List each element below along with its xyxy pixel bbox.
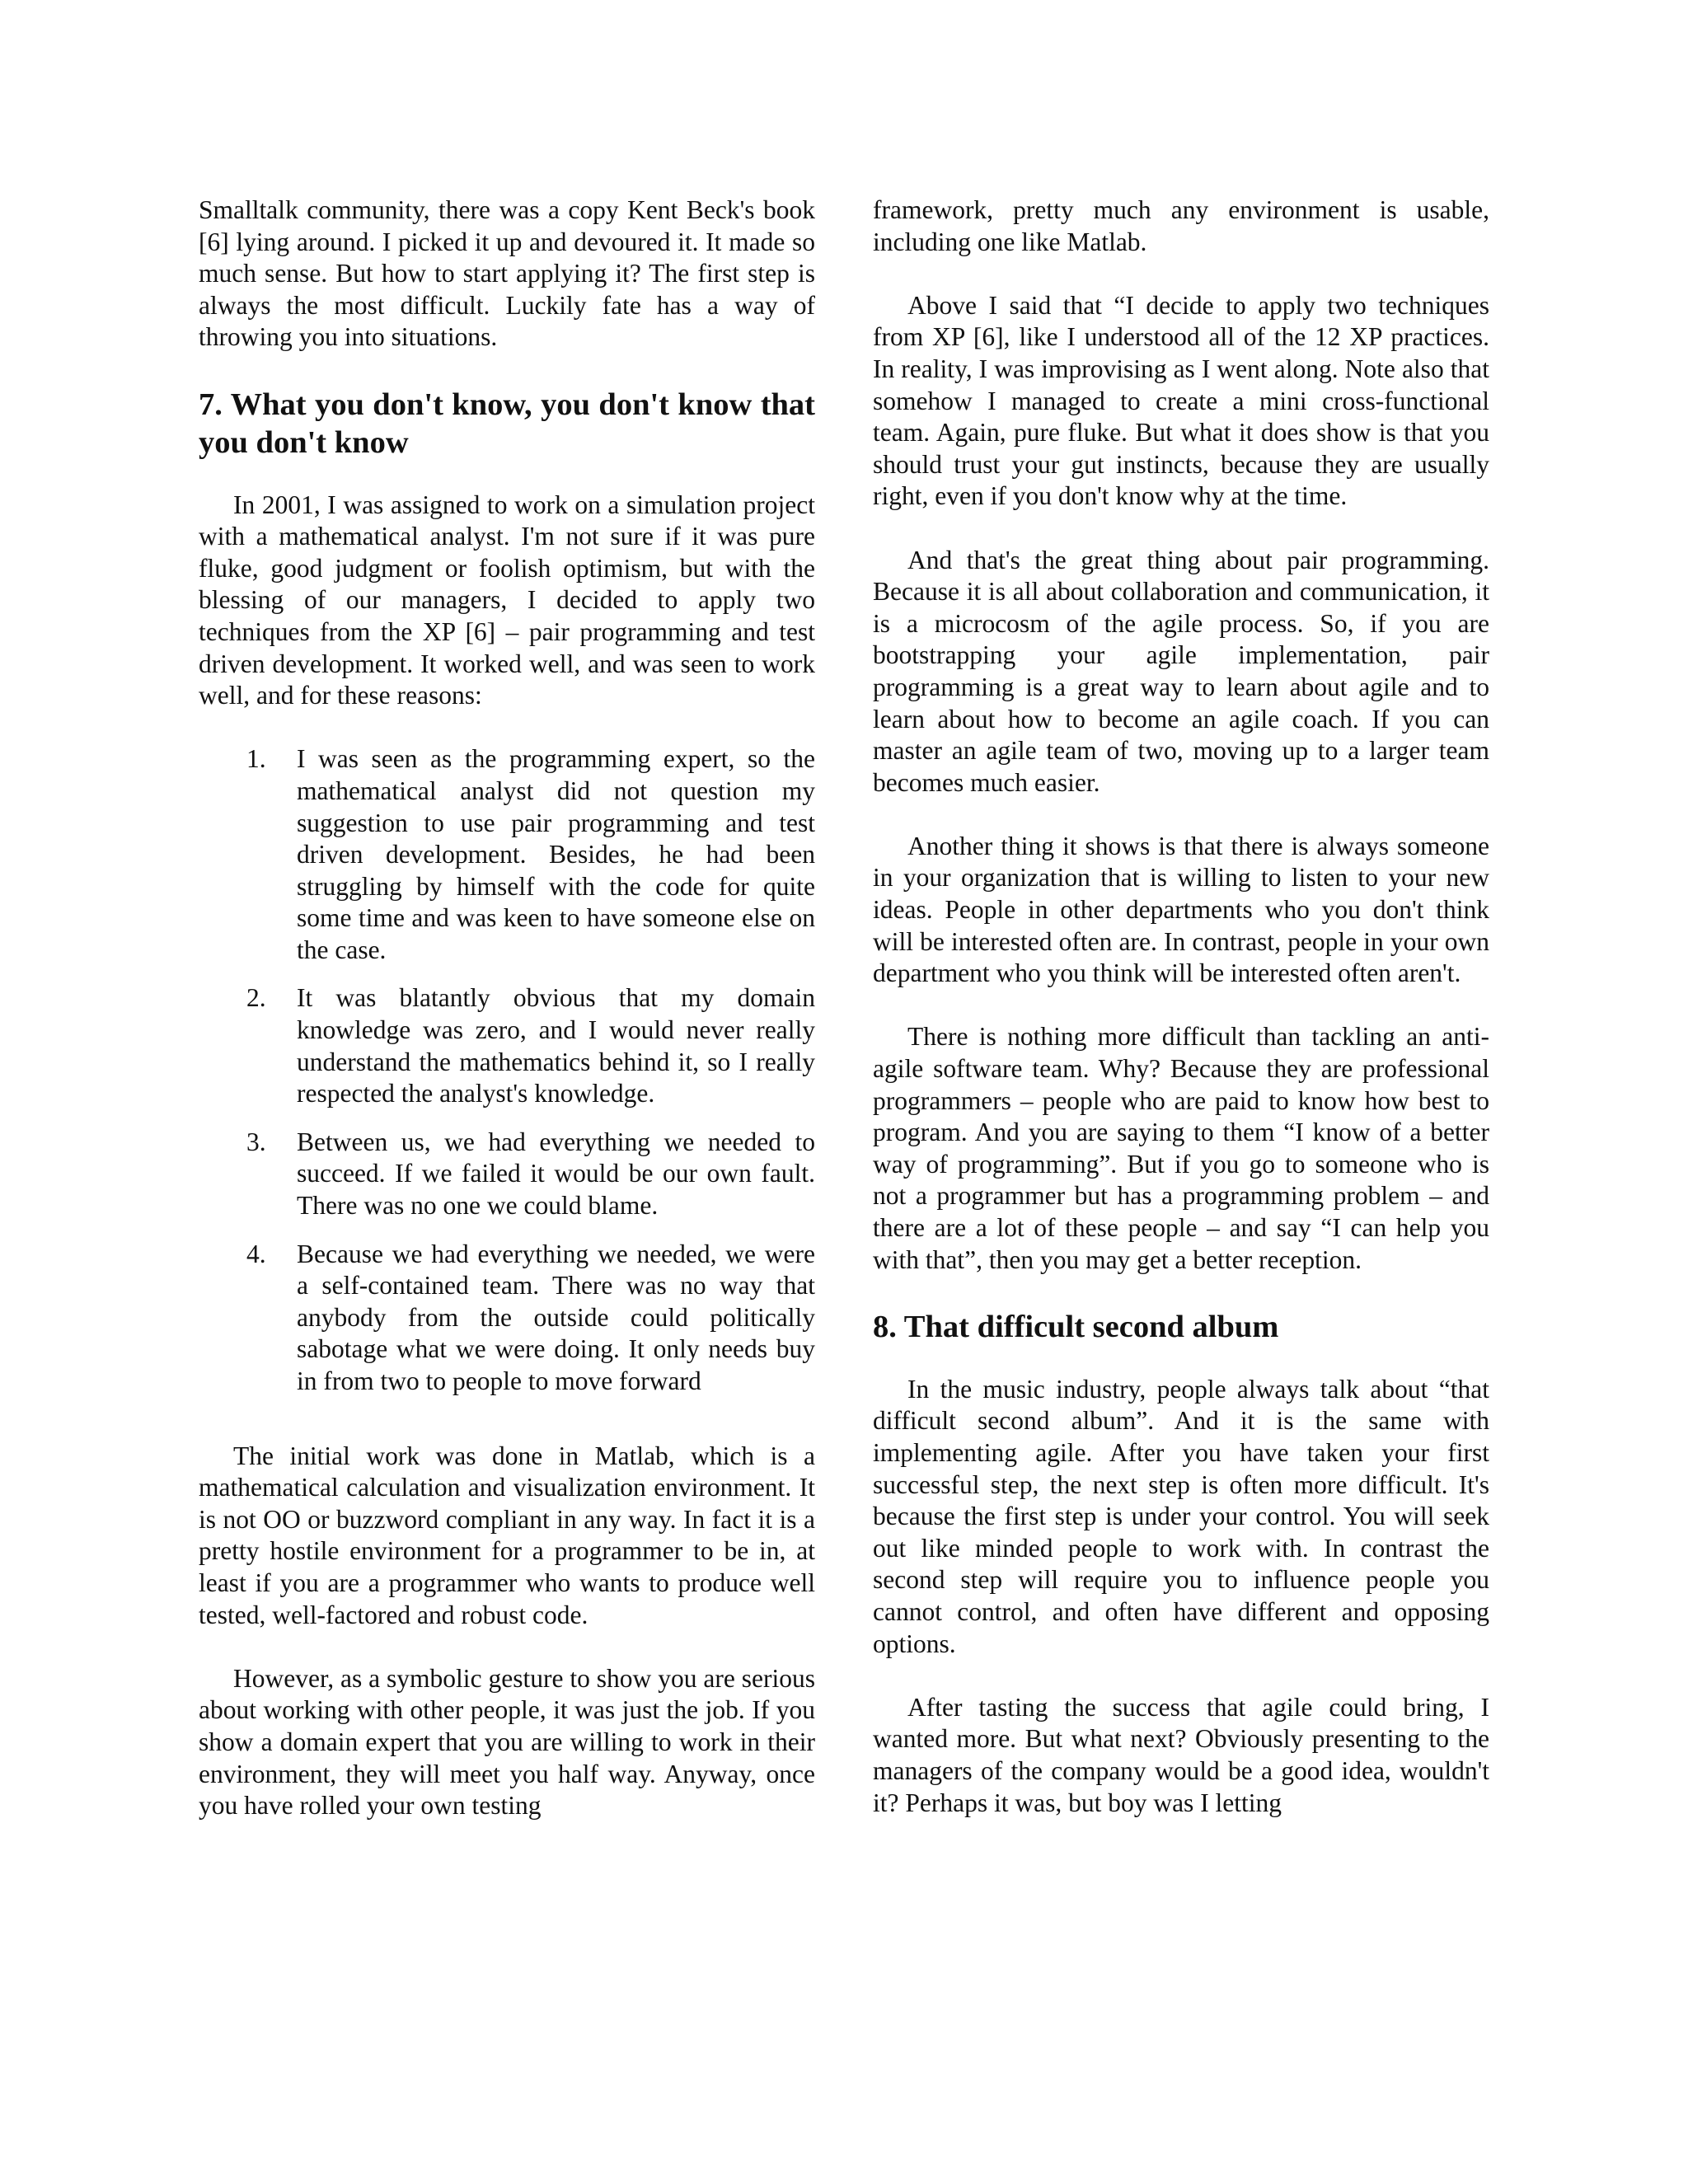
continued-paragraph: framework, pretty much any environment is usable, including one like Matlab. (873, 195, 1489, 256)
list-item (199, 1239, 815, 1398)
list-item-number: 4. (246, 1239, 266, 1268)
section-7-heading: 7. What you don't know, you don't know that you don't know (199, 387, 815, 460)
reasons-list (199, 743, 815, 1397)
list-item (199, 743, 815, 966)
right-column (873, 194, 1489, 1851)
section-7-paragraph-1: In 2001, I was assigned to work on a simulation project with a mathematical analyst. I'm not sure if it was pure fluke, good judgment or foolish optimism, but with the blessing of our managers, I decided to apply two techniques from the XP [6] – pair programming and test driven development. It worked well, and was seen to work well, and for these reasons: (199, 490, 815, 710)
left-column (199, 194, 815, 1854)
list-item-text: Because we had everything we needed, we were a self-contained team. There was no way that anybody from the outside could politically sabotage what we were doing. It only needs buy in from two to people to move forward (297, 1239, 815, 1395)
intro-paragraph: Smalltalk community, there was a copy Kent Beck's book [6] lying around. I picked it up and devoured it. It made so much sense. But how to start applying it? The first step is always the most difficult. Luckily fate has a way of throwing you into situations. (199, 195, 815, 352)
section-7-paragraph-3: However, as a symbolic gesture to show you are serious about working with other people, it was just the job. If you show a domain expert that you are willing to work in their environment, they will meet you half way. Anyway, once you have rolled your own testing (199, 1663, 815, 1821)
list-item-number: 1. (246, 744, 266, 774)
section-8-heading: 8. That difficult second album (873, 1309, 1279, 1344)
list-item (199, 1127, 815, 1222)
paragraph-nothing-more-difficult: There is nothing more difficult than tackling an anti-agile software team. Why? Because they are professional programmers – people who are paid to know how best to program. And you are saying to them “I know of a better way of programming”. But if you go to someone who is not a programmer but has a programming problem – and there are a lot of these people – and say “I can help you with that”, then you may get a better reception. (873, 1022, 1489, 1274)
section-8-paragraph-1: In the music industry, people always talk about “that difficult second album”. And it is the same with implementing agile. After you have taken your first successful step, the next step is often more difficult. It's because the first step is under your control. You will seek out like minded people to work with. In contrast the second step will require you to influence people you cannot control, and often have different and opposing options. (873, 1374, 1489, 1658)
list-item-text: Between us, we had everything we needed to succeed. If we failed it would be our own fault. There was no one we could blame. (297, 1127, 815, 1221)
list-item-number: 2. (246, 983, 266, 1013)
list-item (199, 982, 815, 1109)
list-item-number: 3. (246, 1127, 266, 1156)
section-8-paragraph-2: After tasting the success that agile could bring, I wanted more. But what next? Obviously presenting to the managers of the company would be a good idea, wouldn't it? Perhaps it was, but boy was I letting (873, 1692, 1489, 1817)
list-item-text: It was blatantly obvious that my domain knowledge was zero, and I would never really understand the mathematics behind it, so I really respected the analyst's knowledge. (297, 983, 815, 1108)
section-7-paragraph-2: The initial work was done in Matlab, which is a mathematical calculation and visualization environment. It is not OO or buzzword compliant in any way. In fact it is a pretty hostile environment for a programmer to be in, at least if you are a programmer who wants to produce well tested, well-factored and robust code. (199, 1441, 815, 1629)
list-item-text: I was seen as the programming expert, so the mathematical analyst did not question my suggestion to use pair programming and test driven development. Besides, he had been struggling by himself with the code for quite some time and was keen to have someone else on the case. (297, 744, 815, 964)
paragraph-another-thing: Another thing it shows is that there is always someone in your organization that is willing to listen to your new ideas. People in other departments who you don't think will be interested often are. In contrast, people in your own department who you think will be interested often aren't. (873, 831, 1489, 988)
paragraph-above-i-said: Above I said that “I decide to apply two techniques from XP [6], like I understood all of the 12 XP practices. In reality, I was improvising as I went along. Note also that somehow I managed to create a mini cross-functional team. Again, pure fluke. But what it does show is that you should trust your gut instincts, because they are usually right, even if you don't know why at the time. (873, 290, 1489, 511)
paragraph-pair-programming: And that's the great thing about pair programming. Because it is all about collaboration and communication, it is a microcosm of the agile process. So, if you are bootstrapping your agile implementation, pair programming is a great way to learn about agile and to learn about how to become an agile coach. If you can master an agile team of two, moving up to a larger team becomes much easier. (873, 545, 1489, 797)
